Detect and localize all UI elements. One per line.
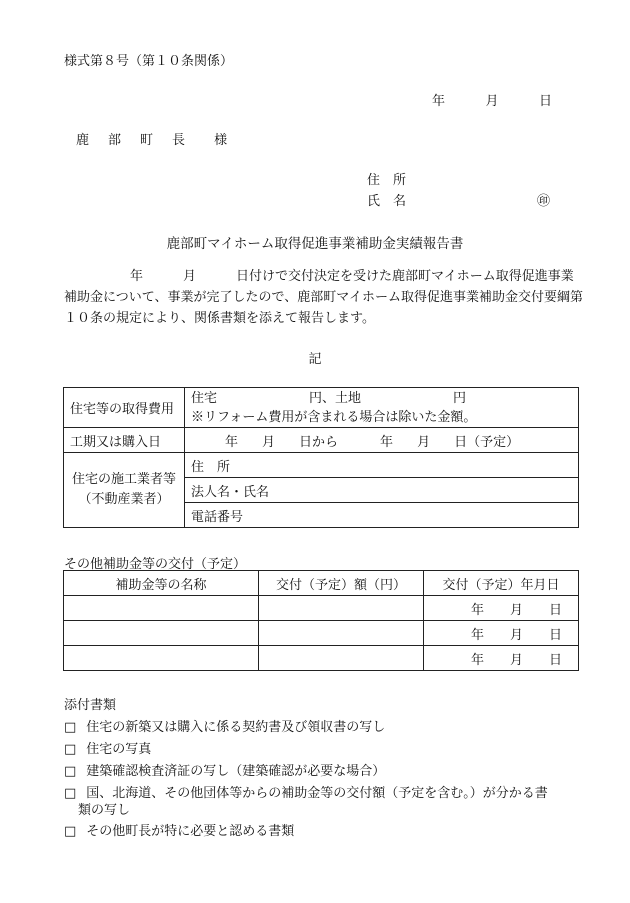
amount-cell[interactable] [259,646,424,671]
checkbox-icon[interactable]: □ [64,742,77,757]
date-cell[interactable] [424,596,579,621]
seal-mark: ㊞ [537,194,551,209]
row-day: 日 [548,627,562,643]
header-date: 交付（予定）年月日 [424,571,579,596]
cost-yen-land: 円、土地 [309,390,362,406]
builder-label-line2: （不動産業者） [78,492,170,507]
attachment-item [64,738,151,757]
acquisition-table [63,387,579,528]
applicant-name-label [367,190,406,209]
builder-phone[interactable]: 電話番号 [185,503,579,528]
attachment-item [64,716,385,735]
body-year: 年 [130,269,144,284]
builder-name[interactable]: 法人名・氏名 [185,478,579,503]
document-title: 鹿部町マイホーム取得促進事業補助金実績報告書 [166,236,464,252]
date-year: 年 [432,94,446,109]
body-month: 月 [183,269,197,284]
label-char: 氏 [367,194,381,209]
period-m1: 月 [262,434,276,450]
period-m2: 月 [417,434,431,450]
addressee-char: 長 [172,133,186,148]
applicant-address-label [367,169,406,188]
attachment-label: 住宅の写真 [86,742,152,757]
cost-note: ※リフォーム費用が含まれる場合は除いた金額。 [191,409,477,425]
addressee [76,129,227,148]
addressee-honorific: 様 [214,133,228,148]
checkbox-icon[interactable]: □ [64,720,77,735]
subsidy-caption: その他補助金等の交付（予定） [64,557,247,572]
checkbox-icon[interactable]: □ [64,764,77,779]
body-rest: 日付けで交付決定を受けた鹿部町マイホーム取得促進事業補助金について、事業が完了したので、鹿部町マイホーム取得促進事業補助金交付要綱第１０条の規定により、関係書類を添えて報告します。 [64,269,583,326]
row-day: 日 [548,652,562,668]
table-row [64,621,579,646]
row-year: 年 [470,627,484,643]
cost-yen: 円 [453,390,467,406]
period-y1: 年 [225,434,239,450]
checkbox-icon[interactable]: □ [64,786,77,801]
row-year: 年 [470,602,484,618]
label-char: 名 [393,194,407,209]
attachment-item [64,782,548,801]
attachment-label: 建築確認検査済証の写し（建築確認が必要な場合） [86,764,386,779]
attachments-title: 添付書類 [64,698,117,713]
row-month: 月 [509,627,523,643]
attachment-label: 国、北海道、その他団体等からの補助金等の交付額（予定を含む。）が分かる書 [86,786,548,801]
attachment-label: その他町長が特に必要と認める書類 [86,824,295,839]
form-number: 様式第８号（第１０条関係） [64,54,234,69]
builder-address[interactable]: 住 所 [185,453,579,478]
subsidy-name-cell[interactable] [64,646,259,671]
date-month: 月 [485,94,499,109]
attachment-item [64,760,385,779]
checkbox-icon[interactable]: □ [64,824,77,839]
subsidy-name-cell[interactable] [64,621,259,646]
period-y2: 年 [380,434,394,450]
period-label: 工期又は購入日 [64,428,185,453]
row-month: 月 [509,602,523,618]
date-day: 日 [538,94,552,109]
table-row [64,646,579,671]
attachment-label: 住宅の新築又は購入に係る契約書及び領収書の写し [86,720,386,735]
ki-heading: 記 [308,352,322,367]
period-cell[interactable] [185,428,579,453]
cost-label: 住宅等の取得費用 [64,388,185,428]
date-cell[interactable] [424,621,579,646]
period-d2: 日（予定） [454,434,520,450]
other-subsidy-table [63,570,579,671]
amount-cell[interactable] [259,621,424,646]
subsidy-name-cell[interactable] [64,596,259,621]
row-day: 日 [548,602,562,618]
addressee-char: 町 [140,133,154,148]
builder-label-line1: 住宅の施工業者等 [71,472,176,487]
cost-cell[interactable] [185,388,579,428]
table-row [64,596,579,621]
attachment-item [64,820,294,839]
row-year: 年 [470,652,484,668]
label-char: 所 [393,173,407,188]
attachment-item-continuation: 類の写し [78,803,131,818]
label-char: 住 [367,173,381,188]
addressee-char: 部 [108,133,122,148]
row-month: 月 [509,652,523,668]
date-line [432,90,552,109]
header-amount: 交付（予定）額（円） [259,571,424,596]
report-body [64,266,584,329]
date-cell[interactable] [424,646,579,671]
builder-label [64,453,185,528]
addressee-char: 鹿 [76,133,90,148]
period-d1: 日から [299,434,339,450]
header-subsidy-name: 補助金等の名称 [64,571,259,596]
cost-house: 住宅 [191,390,218,406]
amount-cell[interactable] [259,596,424,621]
